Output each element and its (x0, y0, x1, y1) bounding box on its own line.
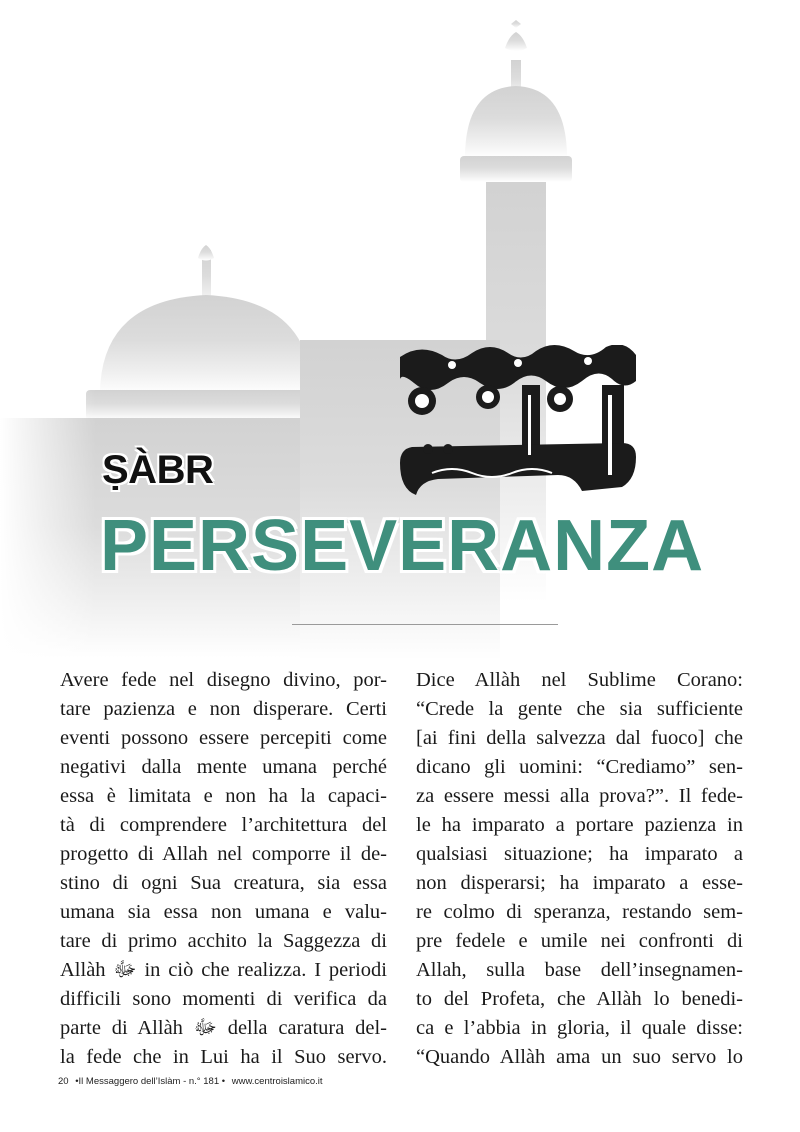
text-line: Dice Allàh nel Sublime Corano: (416, 669, 743, 691)
text-line: za essere messi alla prova?”. Il fede- (416, 785, 743, 807)
text-line: parte di Allàh ﷻ della caratura del- (60, 1017, 387, 1039)
text-line: difficili sono momenti di verifica da (60, 988, 387, 1010)
body-column-right (416, 666, 743, 1072)
text-line: ca e l’abbia in gloria, il quale disse: (416, 1017, 743, 1039)
text-line: non disperarsi; ha imparato a esse- (416, 872, 743, 894)
text-line: essa è limitata e non ha la capaci- (60, 785, 387, 807)
website-link[interactable]: www.centroislamico.it (231, 1076, 323, 1087)
title-divider (292, 624, 558, 625)
text-line: la fede che in Lui ha il Suo servo. (60, 1046, 387, 1068)
body-column-left (60, 666, 387, 1072)
sabr-calligraphy-icon (392, 345, 642, 505)
text-line: stino di ogni Sua creatura, sia essa (60, 872, 387, 894)
text-line: “Crede la gente che sia sufficiente (416, 698, 743, 720)
text-line: tare pazienza e non disperare. Certi (60, 698, 387, 720)
text-line: Avere fede nel disegno divino, por- (60, 669, 387, 691)
text-line: re colmo di speranza, restando sem- (416, 901, 743, 923)
page-footer (58, 1076, 327, 1087)
article-title: PERSEVERANZA (100, 506, 705, 586)
page-number: 20 (58, 1076, 69, 1087)
text-line: eventi possono essere percepiti come (60, 727, 387, 749)
text-line: negativi dalla mente umana perché (60, 756, 387, 778)
text-line: pre fedele e umile nei confronti di (416, 930, 743, 952)
text-line: tà di comprendere l’architettura del (60, 814, 387, 836)
text-line: tare di primo acchito la Saggezza di (60, 930, 387, 952)
text-line: dicano gli uomini: “Crediamo” sen- (416, 756, 743, 778)
text-line: to del Profeta, che Allàh lo benedi- (416, 988, 743, 1010)
text-line: progetto di Allah nel comporre il de- (60, 843, 387, 865)
text-line: Allah, sulla base dell’insegnamen- (416, 959, 743, 981)
text-line: [ai fini della salvezza dal fuoco] che (416, 727, 743, 749)
text-line: le ha imparato a portare pazienza in (416, 814, 743, 836)
text-line: qualsiasi situazione; ha imparato a (416, 843, 743, 865)
article-transliteration: ṢÀBR (102, 448, 214, 492)
text-line: Allàh ﷻ in ciò che realizza. I periodi (60, 959, 387, 981)
text-line: “Quando Allàh ama un suo servo lo (416, 1046, 743, 1068)
publication-name: •Il Messaggero dell’Islàm - n.° 181 • (75, 1076, 226, 1087)
text-line: umana sia essa non umana e valu- (60, 901, 387, 923)
